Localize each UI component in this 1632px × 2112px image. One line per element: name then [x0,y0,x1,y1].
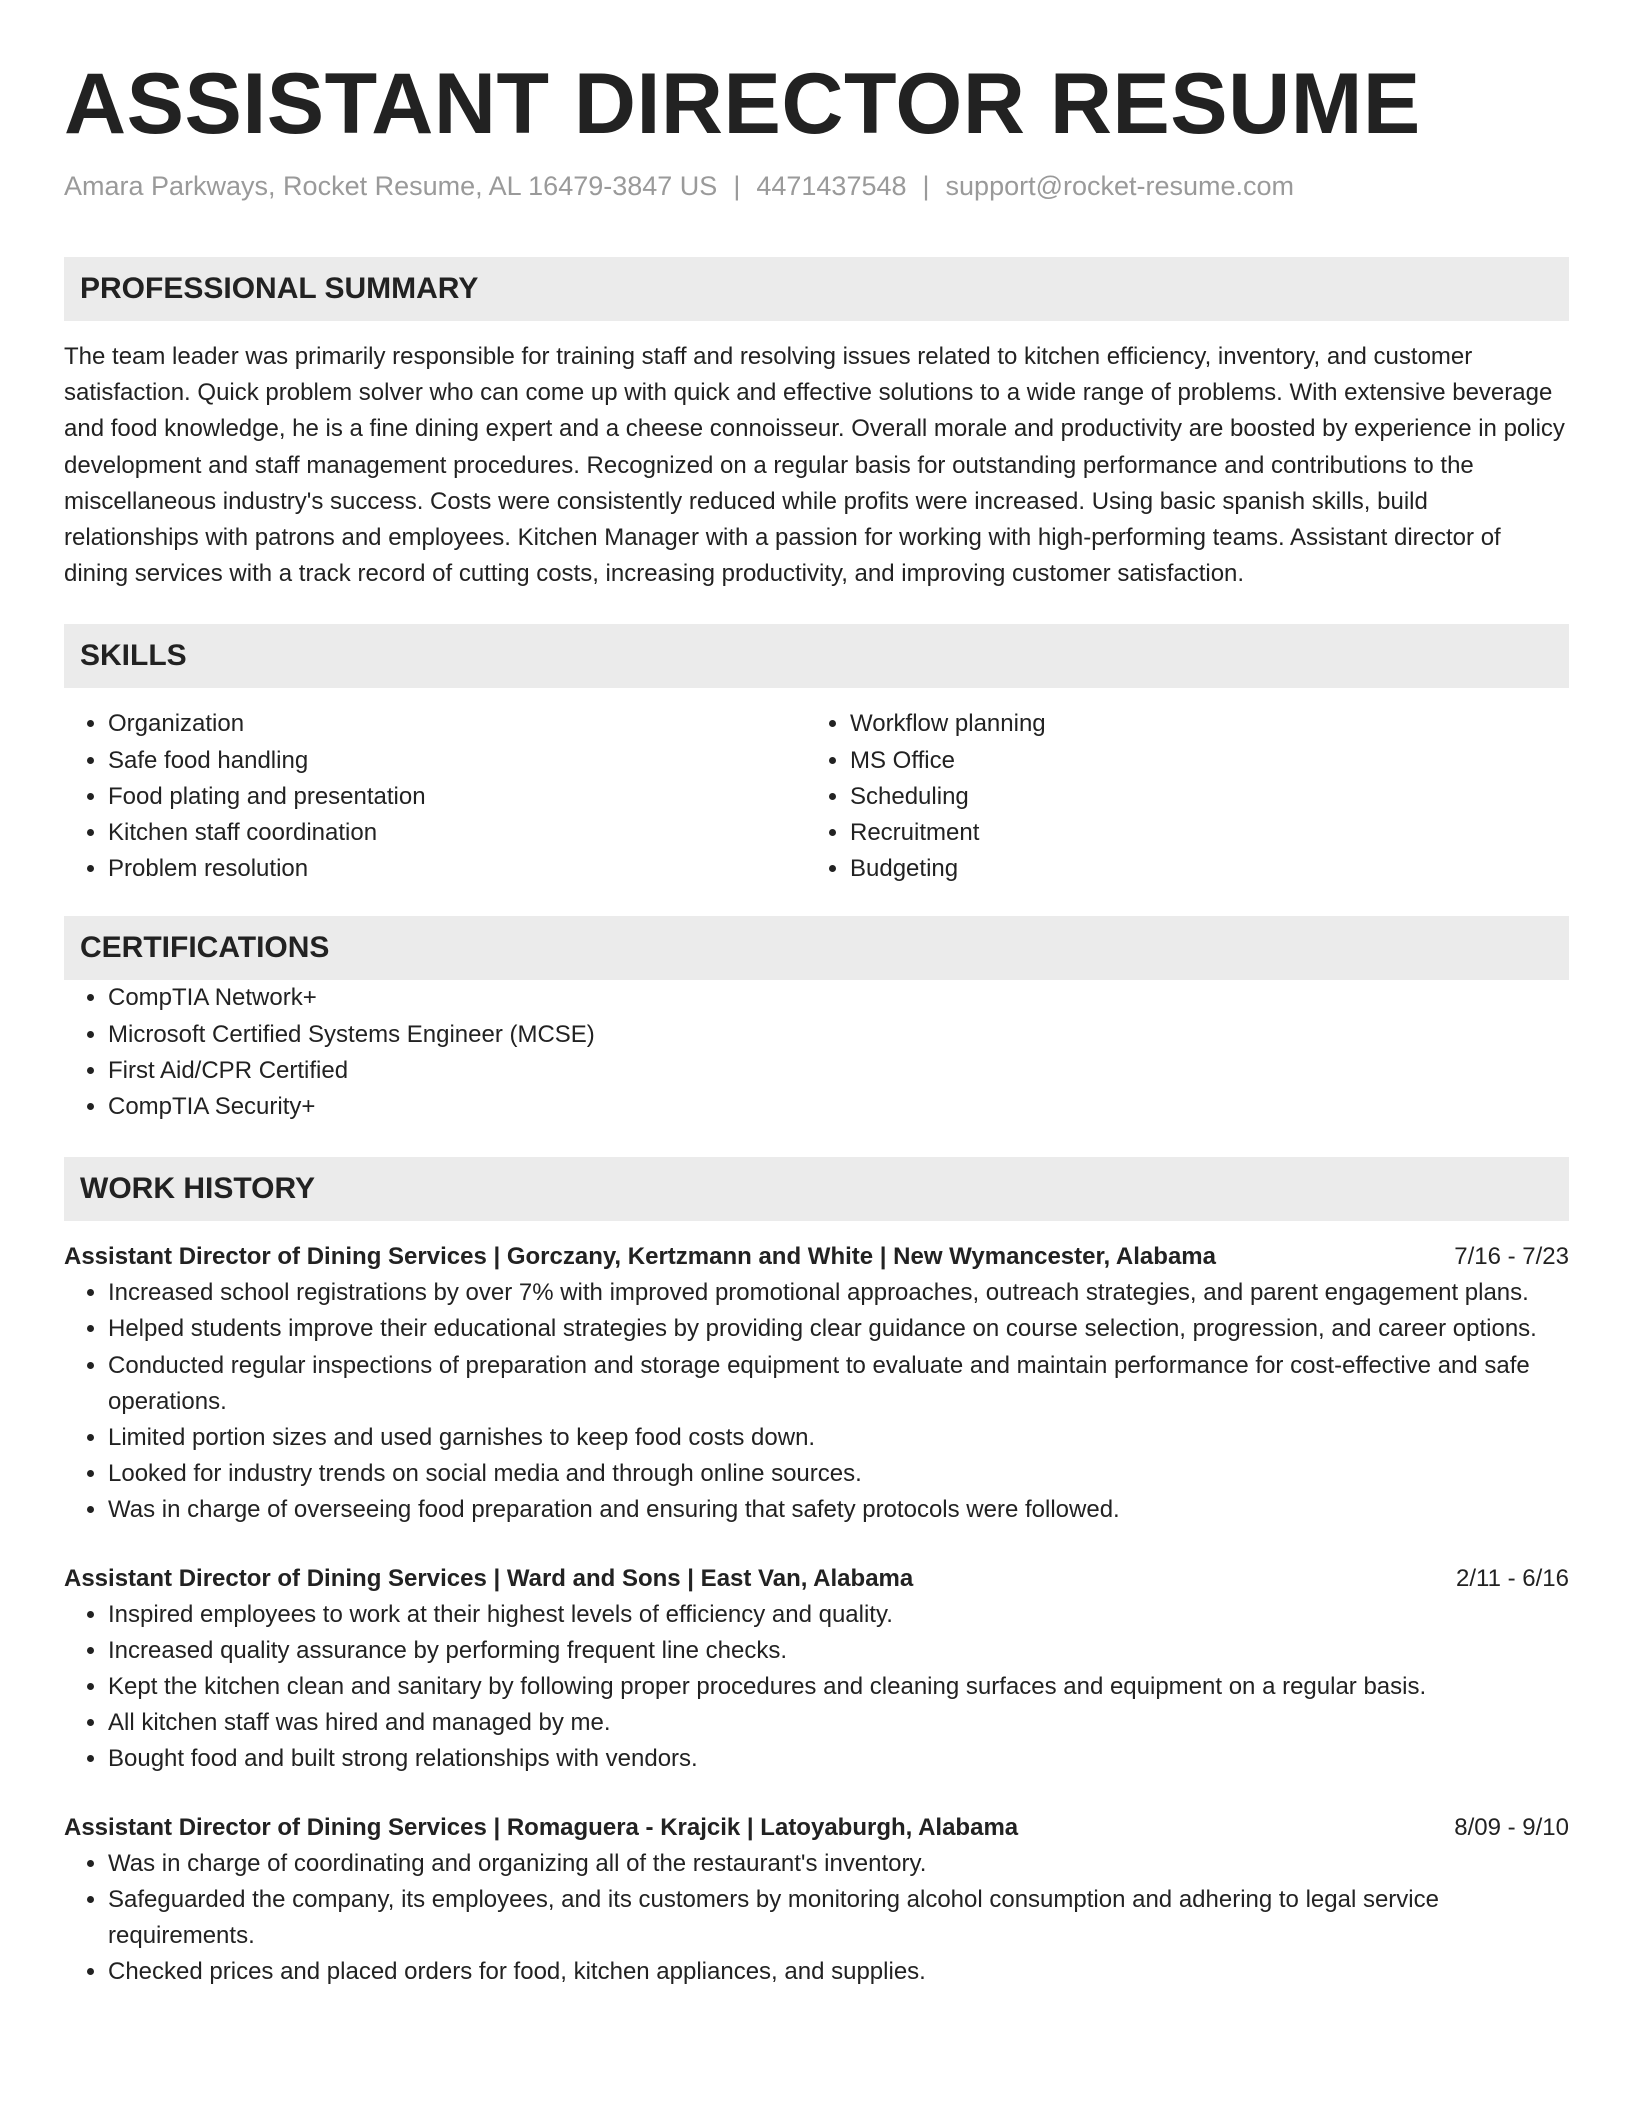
job-bullets [64,1597,1569,1778]
job-entry [64,1810,1569,1991]
job-title: Assistant Director of Dining Services | Romaguera - Krajcik | Latoyaburgh, Alabama [64,1813,1019,1841]
job-header [64,1810,1569,1846]
skills-list-right [806,706,1548,887]
contact-phone: 4471437548 [756,171,907,201]
job-bullet: • Was in charge of coordinating and organizing all of the restaurant's inventory. [108,1846,1569,1882]
job-dates: 7/16 - 7/23 [1454,1243,1569,1271]
skills-list-left [64,706,806,887]
job-title: Assistant Director of Dining Services | Ward and Sons | East Van, Alabama [64,1564,914,1592]
summary-text: The team leader was primarily responsible for training staff and resolving issues related to kitchen efficiency, inventory, and customer satisfaction. Quick problem solver who can come up with quick and effective solutions to a wide range of problems. With extensive beverage and food knowledge, he is a fine dining expert and a cheese connoisseur. Overall morale and productivity are boosted by experience in policy development and staff management procedures. Recognized on a regular basis for outstanding performance and contributions to the miscellaneous industry's success. Costs were consistently reduced while profits were increased. Using basic spanish skills, build relationships with patrons and employees. Kitchen Manager with a passion for working with high-performing teams. Assistant director of dining services with a track record of cutting costs, increasing productivity, and improving customer satisfaction. [64,343,1565,588]
skills-column-right [806,706,1548,887]
job-header [64,1239,1569,1275]
skill-item: • Workflow planning [850,706,1548,742]
skill-item: • Problem resolution [108,851,806,887]
work-history-section [64,1157,1569,1990]
skill-item: • Scheduling [850,779,1548,815]
summary-section [64,257,1569,592]
job-bullet: • Limited portion sizes and used garnishes to keep food costs down. [108,1420,1569,1456]
page-title: ASSISTANT DIRECTOR RESUME [64,56,1421,152]
skill-item: • Food plating and presentation [108,779,806,815]
job-bullet: • Looked for industry trends on social media and through online sources. [108,1456,1569,1492]
contact-separator: | [922,171,930,201]
job-bullets [64,1275,1569,1528]
job-bullet: • Conducted regular inspections of preparation and storage equipment to evaluate and maintain performance for cost-effective and safe operations. [108,1348,1569,1420]
certifications-list [64,980,1569,1125]
job-bullet: • Safeguarded the company, its employees, and its customers by monitoring alcohol consumption and adhering to legal service requirements. [108,1882,1569,1954]
resume-content [64,52,1569,1991]
job-bullet: • Inspired employees to work at their highest levels of efficiency and quality. [108,1597,1569,1633]
contact-email: support@rocket-resume.com [945,171,1295,201]
contact-address: Amara Parkways, Rocket Resume, AL 16479-3847 US [64,171,718,201]
job-bullet: • Bought food and built strong relationships with vendors. [108,1741,1569,1777]
job-bullet: • Increased quality assurance by performing frequent line checks. [108,1633,1569,1669]
job-dates: 8/09 - 9/10 [1454,1813,1569,1841]
skill-item: • Organization [108,706,806,742]
skill-item: • Kitchen staff coordination [108,815,806,851]
certification-item: • CompTIA Network+ [108,980,1569,1016]
certification-item: • CompTIA Security+ [108,1089,1569,1125]
certifications-section [64,916,1569,1125]
job-dates: 2/11 - 6/16 [1456,1564,1569,1592]
job-bullet: • All kitchen staff was hired and managed by me. [108,1705,1569,1741]
job-bullet: • Was in charge of overseeing food preparation and ensuring that safety protocols were followed. [108,1492,1569,1528]
skill-item: • Safe food handling [108,743,806,779]
summary-heading: PROFESSIONAL SUMMARY [64,257,1569,321]
skills-grid [64,706,1569,887]
certification-item: • First Aid/CPR Certified [108,1053,1569,1089]
job-bullets [64,1846,1569,1991]
certification-item: • Microsoft Certified Systems Engineer (MCSE) [108,1017,1569,1053]
job-entry [64,1561,1569,1778]
job-bullet: • Kept the kitchen clean and sanitary by following proper procedures and cleaning surfaces and equipment on a regular basis. [108,1669,1569,1705]
skills-heading: SKILLS [64,624,1569,688]
skills-column-left [64,706,806,887]
job-header [64,1561,1569,1597]
skill-item: • MS Office [850,743,1548,779]
contact-separator: | [733,171,741,201]
certifications-heading: CERTIFICATIONS [64,916,1569,980]
job-bullet: • Checked prices and placed orders for food, kitchen appliances, and supplies. [108,1954,1569,1990]
work-history-heading: WORK HISTORY [64,1157,1569,1221]
contact-line [64,168,1569,204]
job-entry [64,1239,1569,1528]
skill-item: • Budgeting [850,851,1548,887]
job-title: Assistant Director of Dining Services | Gorczany, Kertzmann and White | New Wymancester, Alabama [64,1243,1216,1271]
job-bullet: • Increased school registrations by over 7% with improved promotional approaches, outreach strategies, and parent engagement plans. [108,1275,1569,1311]
job-bullet: • Helped students improve their educational strategies by providing clear guidance on course selection, progression, and career options. [108,1311,1569,1347]
skill-item: • Recruitment [850,815,1548,851]
skills-section [64,624,1569,887]
